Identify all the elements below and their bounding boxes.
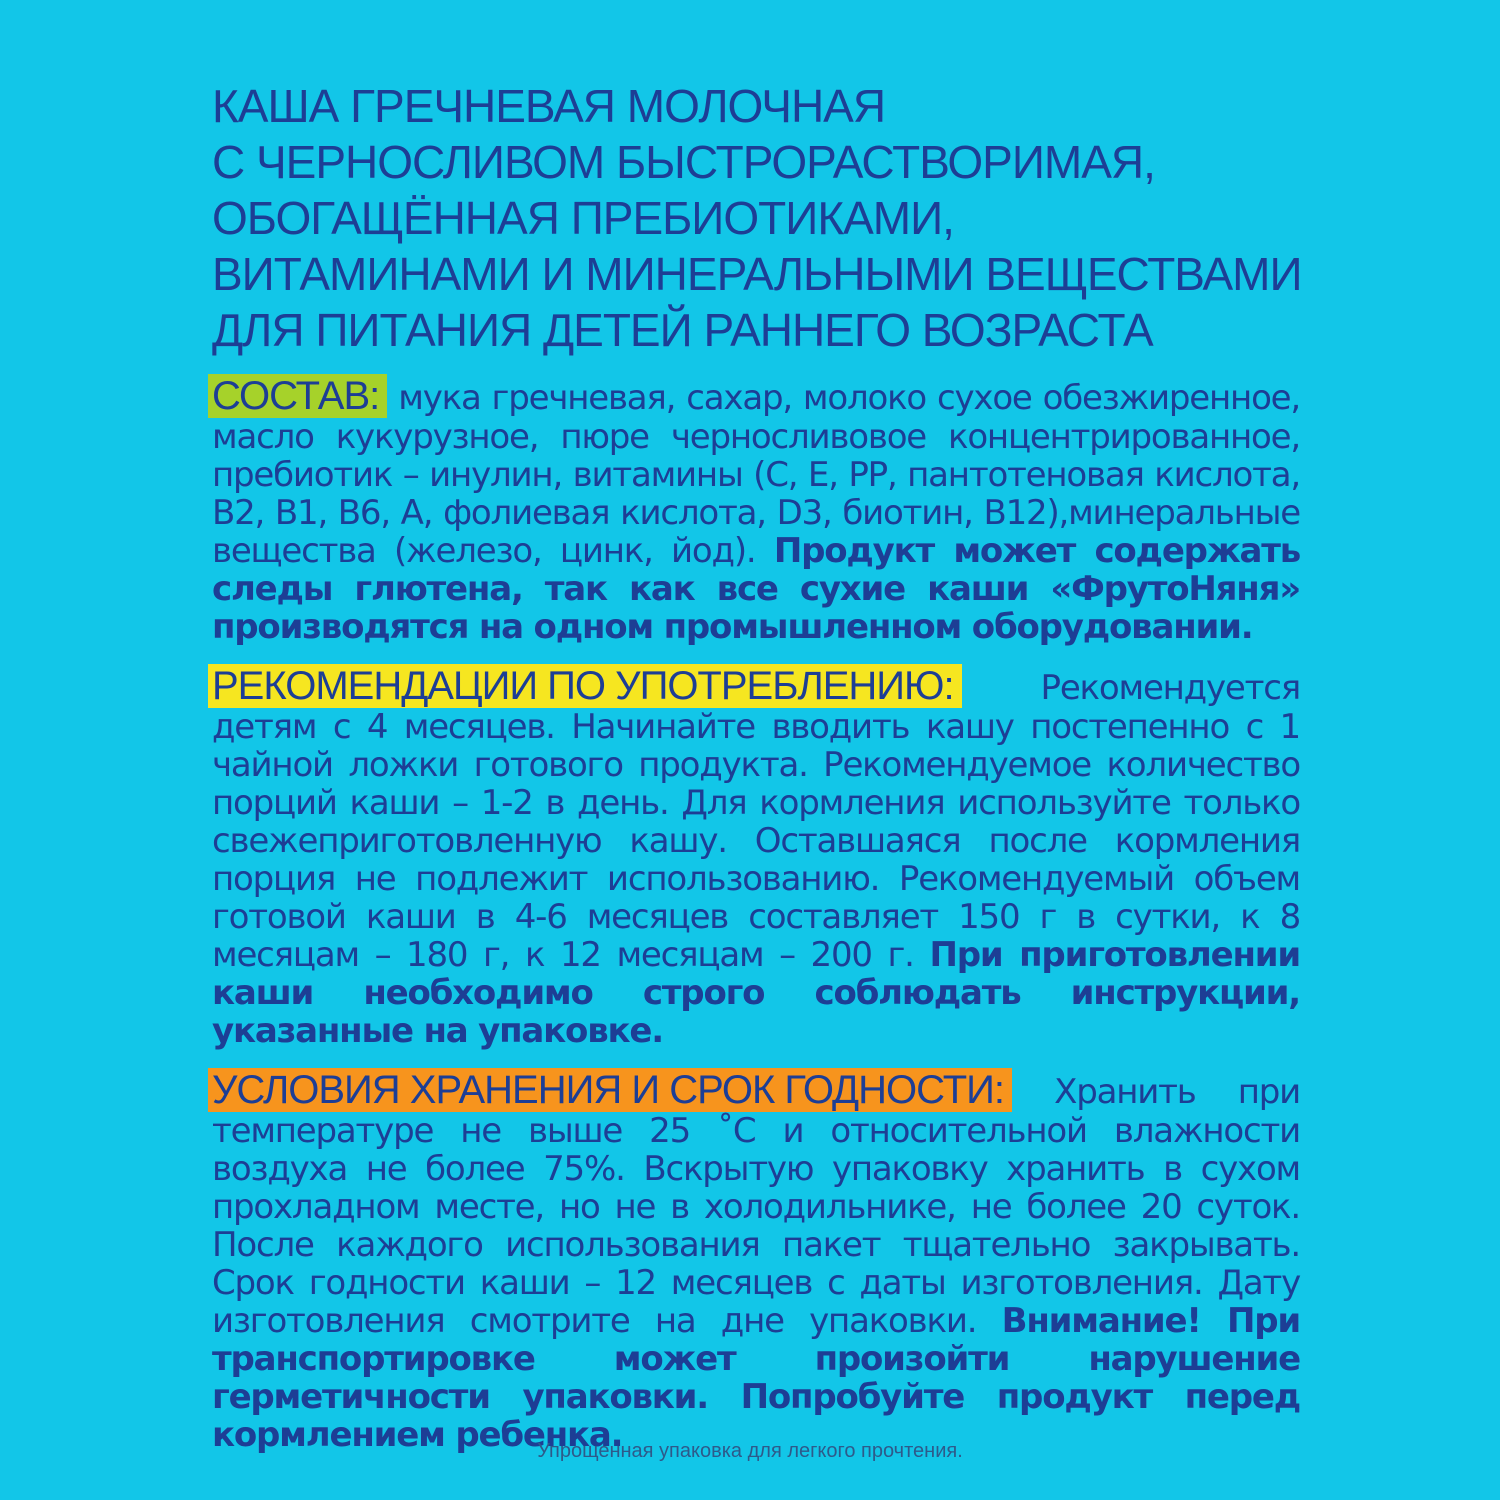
title-line: ДЛЯ ПИТАНИЯ ДЕТЕЙ РАННЕГО ВОЗРАСТА (212, 304, 1153, 356)
title-line: ВИТАМИНАМИ И МИНЕРАЛЬНЫМИ ВЕЩЕСТВАМИ (212, 248, 1302, 300)
recommendations-section (212, 664, 1300, 1050)
recommendations-text: Рекомендуется детям с 4 месяцев. Начинайте вводить кашу постепенно с 1 чайной ложки готового продукта. Рекомендуемое количество порций каши – 1-2 в день. Для кормления используйте только свежеприготовленную кашу. Оставшаяся после кормления порция не подлежит использованию. Рекомендуемый объем готовой каши в 4-6 месяцев составляет 150 г в сутки, к 8 месяцам – 180 г, к 12 месяцам – 200 г. (212, 668, 1300, 975)
recommendations-warning: При приготовлении каши необходимо строго соблюдать инструкции, указанные на упаковке. (212, 935, 1300, 1051)
title-line: С ЧЕРНОСЛИВОМ БЫСТРОРАСТВОРИМАЯ, (212, 136, 1155, 188)
recommendations-heading: РЕКОМЕНДАЦИИ ПО УПОТРЕБЛЕНИЮ: (208, 664, 962, 708)
product-title (212, 78, 1300, 358)
title-line: ОБОГАЩЁННАЯ ПРЕБИОТИКАМИ, (212, 192, 954, 244)
composition-warning: Продукт может содержать следы глютена, так как все сухие каши «ФрутоНяня» производятся на одном промышленном оборудовании. (212, 531, 1300, 647)
title-line: КАША ГРЕЧНЕВАЯ МОЛОЧНАЯ (212, 80, 886, 132)
shelf-life-text: Срок годности каши – 12 месяцев с даты изготовления. (212, 1263, 1203, 1303)
composition-text: мука гречневая, сахар, молоко сухое обезжиренное, масло кукурузное, пюре черносливовое концентрированное, пребиотик – инулин, витамины (С, Е, РР, пантотеновая кислота, В2, В1, В6, А, фолиевая кислота, D3, биотин, В12),минеральные вещества (железо, цинк, йод). (212, 378, 1301, 571)
storage-section (212, 1068, 1300, 1454)
date-note-text: Дату изготовления смотрите на дне упаковки. (212, 1263, 1301, 1341)
composition-section (212, 374, 1300, 646)
composition-heading: СОСТАВ: (208, 374, 387, 418)
footer-note: Упрощенная упаковка для легкого прочтения. (537, 1440, 963, 1462)
storage-heading: УСЛОВИЯ ХРАНЕНИЯ И СРОК ГОДНОСТИ: (208, 1068, 1012, 1112)
label-content (212, 78, 1300, 1454)
storage-warning: Внимание! При транспортировке может произойти нарушение герметичности упаковки. Попробуйте продукт перед кормлением ребенка. (212, 1301, 1300, 1455)
storage-text: Хранить при температуре не выше 25 ˚С и относительной влажности воздуха не более 75%. Вскрытую упаковку хранить в сухом прохладном месте, но не в холодильнике, не более 20 суток. После каждого использования пакет тщательно закрывать. (212, 1072, 1300, 1265)
